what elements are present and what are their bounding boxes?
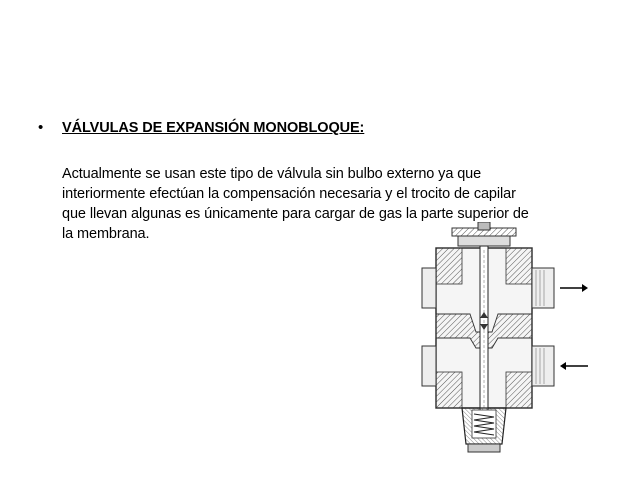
valve-diagram (418, 222, 590, 456)
section-heading: VÁLVULAS DE EXPANSIÓN MONOBLOQUE: (62, 120, 365, 136)
arrow-right-icon (560, 284, 588, 292)
inlet-port (532, 346, 554, 386)
arrow-left-icon (560, 362, 588, 370)
outlet-port (532, 268, 554, 308)
left-ports (422, 268, 436, 386)
body-line: que llevan algunas es únicamente para cargar de gas la parte superior de (62, 206, 529, 222)
valve-stem (480, 246, 488, 414)
body-line: interiormente efectúan la compensación necesaria y el trocito de capilar (62, 186, 516, 202)
top-cap (452, 222, 516, 246)
bullet-point: • (38, 119, 44, 136)
bullet-item (38, 118, 598, 138)
body-line: la membrana. (62, 226, 150, 242)
spring-assembly (462, 408, 506, 452)
body-line: Actualmente se usan este tipo de válvula sin bulbo externo ya que (62, 166, 482, 182)
